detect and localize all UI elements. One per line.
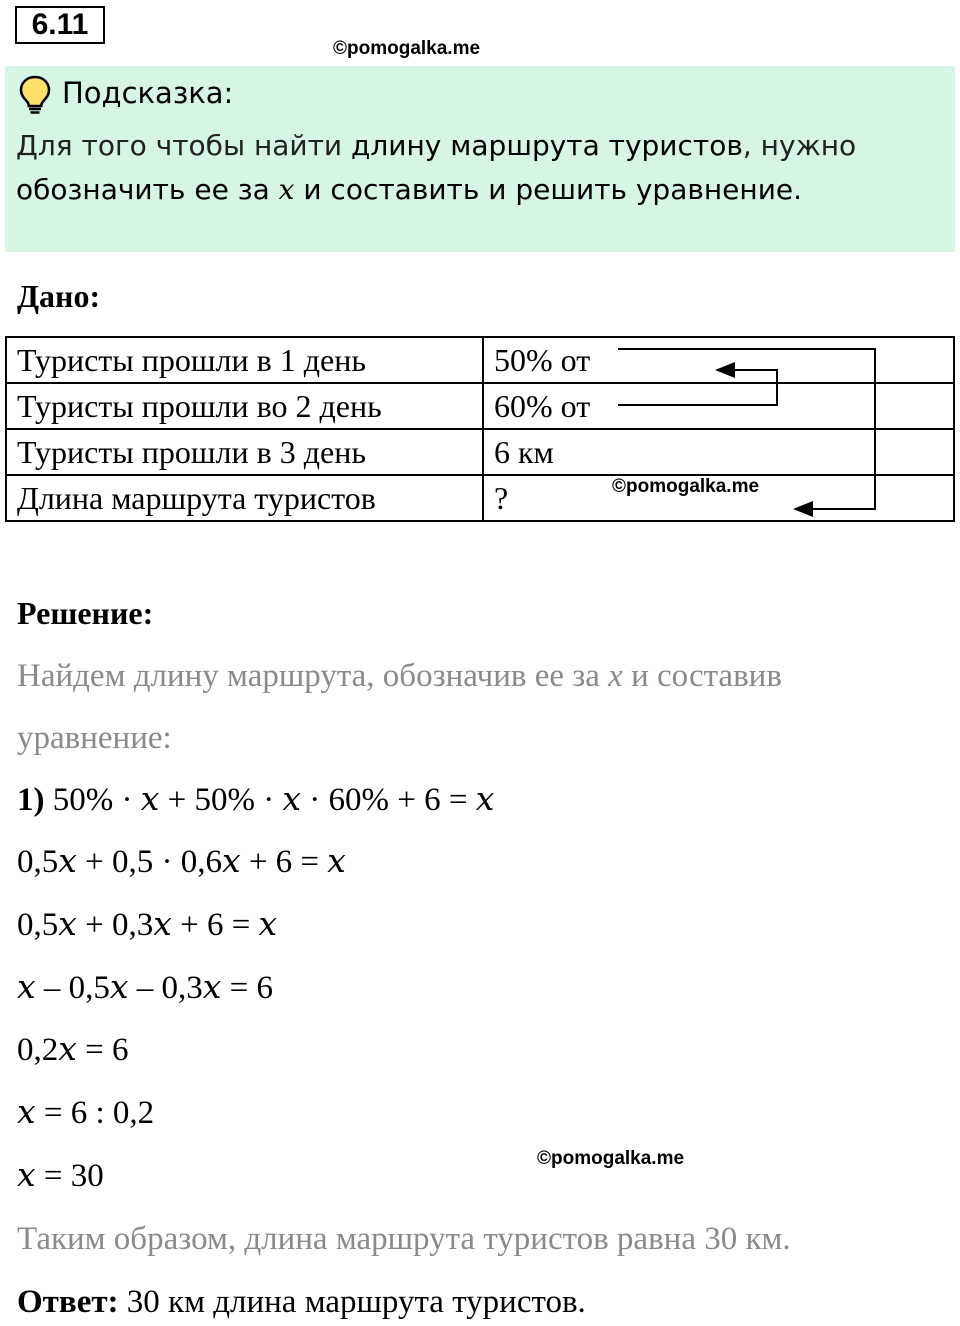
- hint-text-part: и составить и решить уравнение.: [294, 173, 803, 206]
- table-cell: Туристы прошли во 2 день: [6, 383, 483, 429]
- hint-highlight: длину маршрута туристов: [351, 129, 743, 162]
- equation-step: [17, 780, 494, 820]
- answer-text: 30 км длина маршрута туристов.: [118, 1284, 586, 1320]
- table-cell: 6 км: [483, 429, 954, 475]
- task-number: 6.11: [15, 6, 105, 44]
- equation-step: 0,5𝑥 + 0,5 · 0,6𝑥 + 6 = 𝑥: [17, 844, 346, 880]
- solution-intro-1: [17, 656, 782, 696]
- step-number: 1): [17, 782, 45, 818]
- intro-text: Найдем длину маршрута, обозначив ее за: [17, 658, 609, 694]
- hint-text-part: Для того чтобы найти: [16, 129, 352, 162]
- equation-step: 𝑥 – 0,5𝑥 – 0,3𝑥 = 6: [17, 970, 273, 1006]
- table-cell: ?: [483, 475, 954, 521]
- arrow-day2-to-day1: [618, 370, 777, 405]
- hint-text-part: , нужно: [742, 129, 857, 162]
- equation-text: 50% · 𝑥 + 50% · 𝑥 · 60% + 6 = 𝑥: [52, 782, 495, 818]
- watermark: ©pomogalka.me: [612, 476, 760, 497]
- table-cell: 60% от: [483, 383, 954, 429]
- equation-step: 𝑥 = 6 : 0,2: [17, 1095, 155, 1131]
- table-cell: 50% от: [483, 337, 954, 383]
- equation-step: 0,5𝑥 + 0,3𝑥 + 6 = 𝑥: [17, 907, 278, 943]
- hint-variable: x: [278, 173, 295, 206]
- table-cell: Туристы прошли в 3 день: [6, 429, 483, 475]
- answer-line: [17, 1282, 586, 1322]
- hint-text-part: обозначить ее за: [16, 173, 279, 206]
- equation-step: 𝑥 = 30: [17, 1158, 104, 1194]
- conclusion-text: Таким образом, длина маршрута туристов равна 30 км.: [17, 1221, 791, 1257]
- hint-title: Подсказка:: [62, 76, 234, 110]
- reference-arrows: [0, 0, 960, 600]
- intro-text: и составив: [622, 658, 782, 694]
- answer-label: Ответ:: [17, 1284, 119, 1320]
- equation-step: 0,2𝑥 = 6: [17, 1032, 129, 1068]
- intro-variable: x: [608, 658, 623, 694]
- table-cell: Туристы прошли в 1 день: [6, 337, 483, 383]
- solution-intro-2: уравнение:: [17, 720, 172, 756]
- given-label: Дано:: [17, 278, 101, 314]
- table-cell: Длина маршрута туристов: [6, 475, 483, 521]
- solution-label: Решение:: [17, 595, 154, 631]
- watermark: ©pomogalka.me: [537, 1148, 685, 1169]
- watermark: ©pomogalka.me: [333, 38, 481, 59]
